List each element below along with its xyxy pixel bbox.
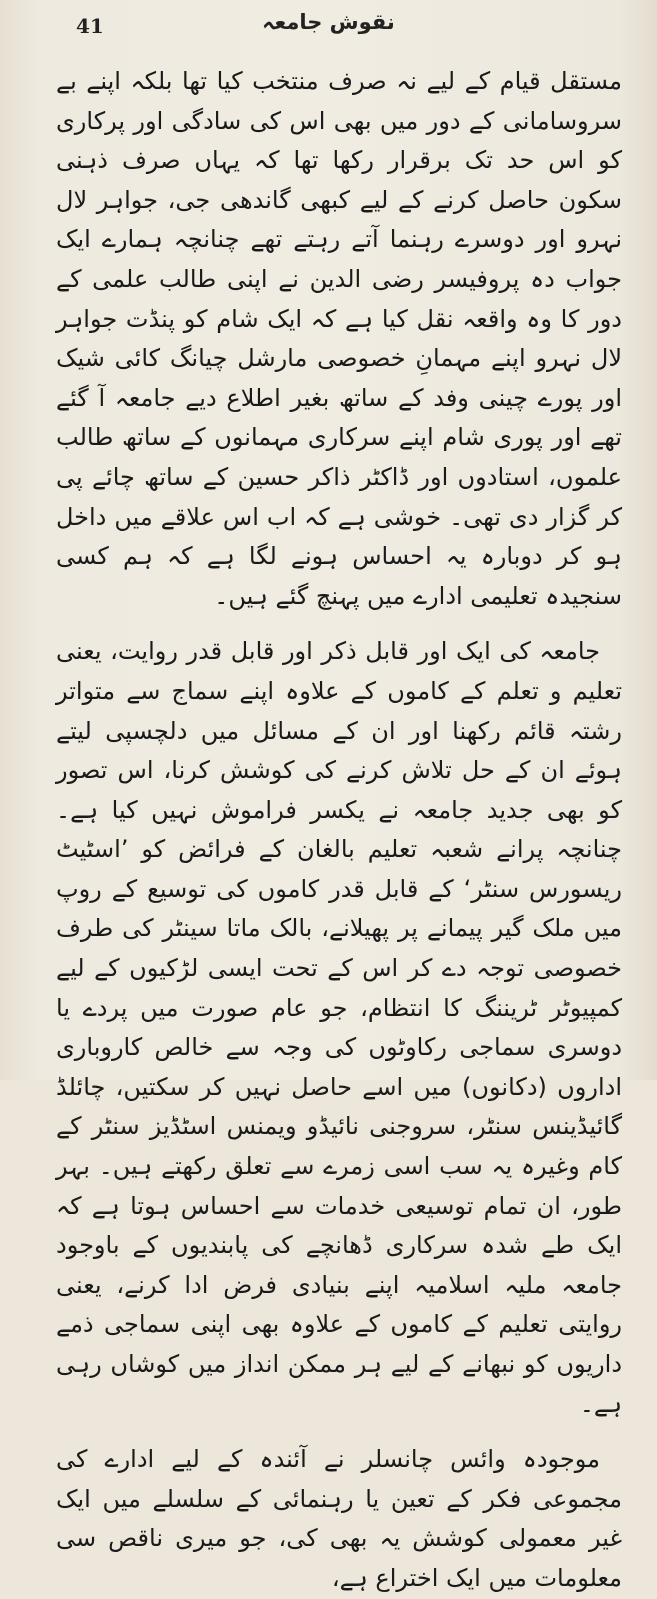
- paragraph-3: موجودہ وائس چانسلر نے آئندہ کے لیے ادارے کی مجموعی فکر کے تعین یا رہنمائی کے سلسلے میں ایک غیر معمولی کوشش یہ بھی کی، جو میری ناقص سی معلومات میں ایک اختراع ہے،: [56, 1445, 622, 1592]
- paragraph-gap: [56, 616, 622, 632]
- paragraph-1: مستقل قیام کے لیے نہ صرف منتخب کیا تھا بلکہ اپنے بے سروسامانی کے دور میں بھی اس کی سادگی اور پرکاری کو اس حد تک برقرار رکھا تھا کہ یہاں صرف ذہنی سکون حاصل کرنے کے لیے کبھی گاندھی جی، جواہر لال نہرو اور دوسرے رہنما آتے رہتے تھے چنانچہ ہمارے ایک جواب دہ پروفیسر رضی الدین نے اپنی طالب علمی کے دور کا وہ واقعہ نقل کیا ہے کہ ایک شام کو پنڈت جواہر لال نہرو اپنے مہمانِ خصوصی مارشل چیانگ کائی شیک اور پورے چینی وفد کے ساتھ بغیر اطلاع دیے جامعہ آ گئے تھے اور پوری شام اپنے سرکاری مہمانوں کے ساتھ طالب علموں، استادوں اور ڈاکٹر ذاکر حسین کے ساتھ چائے پی کر گزار دی تھی۔ خوشی ہے کہ اب اس علاقے میں داخل ہو کر دوبارہ یہ احساس ہونے لگا ہے کہ ہم کسی سنجیدہ تعلیمی ادارے میں پہنچ گئے ہیں۔: [56, 67, 622, 610]
- running-title: نقوش جامعہ: [262, 10, 395, 34]
- page-number: 41: [76, 14, 104, 38]
- paragraph-2: جامعہ کی ایک اور قابل ذکر اور قابل قدر روایت، یعنی تعلیم و تعلم کے کاموں کے علاوہ اپنے سماج سے متواتر رشتہ قائم رکھنا اور ان کے مسائل میں دلچسپی لیتے ہوئے ان کے حل تلاش کرنے کی کوشش کرنا، اس تصور کو بھی جدید جامعہ نے یکسر فراموش نہیں کیا ہے۔ چنانچہ پرانے شعبہ تعلیم بالغان کے فرائض کو ’اسٹیٹ ریسورس سنٹر‘ کے قابل قدر کاموں کی توسیع کے روپ میں ملک گیر پیمانے پر پھیلانے، بالک ماتا سینٹر کی طرف خصوصی توجہ دے کر اس کے تحت ایسی لڑکیوں کے لیے کمپیوٹر ٹریننگ کا انتظام، جو عام صورت میں پردے یا دوسری سماجی رکاوٹوں کی وجہ سے خالص کاروباری اداروں (دکانوں) میں اسے حاصل نہیں کر سکتیں، چائلڈ گائیڈینس سنٹر، سروجنی نائیڈو ویمنس اسٹڈیز سنٹر کے کام وغیرہ یہ سب اسی زمرے سے تعلق رکھتے ہیں۔ بہر طور، ان تمام توسیعی خدمات سے احساس ہوتا ہے کہ ایک طے شدہ سرکاری ڈھانچے کی پابندیوں کے باوجود جامعہ ملیہ اسلامیہ اپنے بنیادی فرض ادا کرنے، یعنی روایتی تعلیم کے کاموں کے علاوہ بھی اپنی سماجی ذمے داریوں کو نبھانے کے لیے ہر ممکن انداز میں کوشاں رہی ہے۔: [56, 637, 623, 1418]
- page-header: [40, 8, 617, 48]
- page-body: [56, 62, 622, 1599]
- paragraph-gap: [56, 1424, 622, 1440]
